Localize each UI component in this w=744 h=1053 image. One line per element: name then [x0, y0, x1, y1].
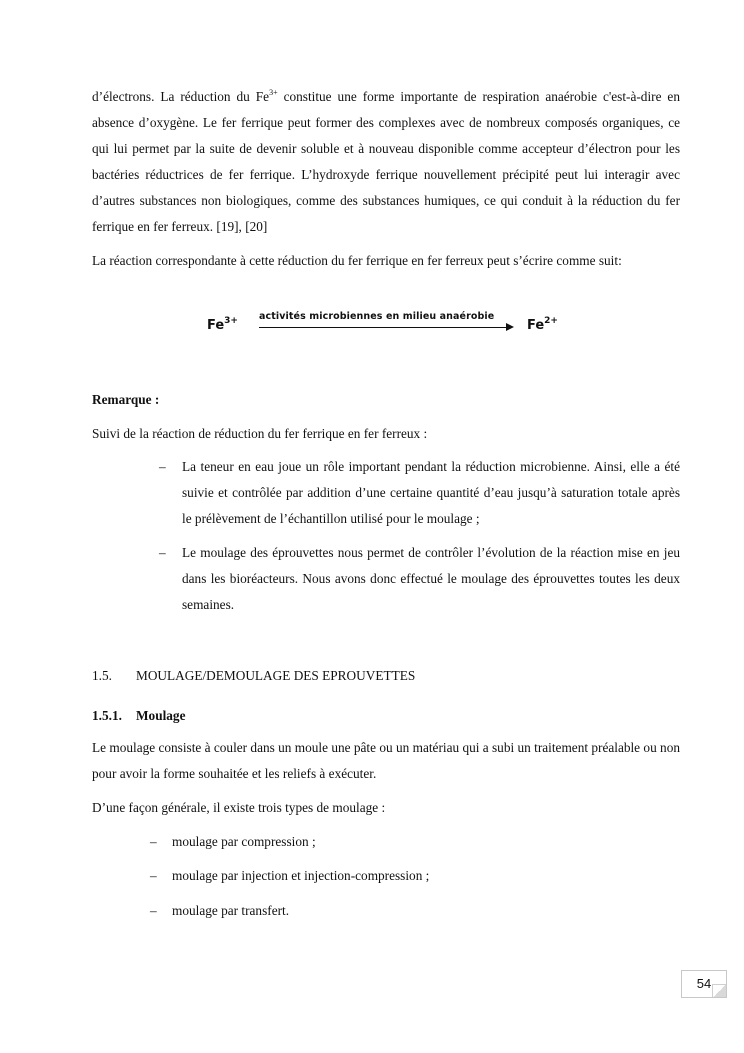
reactant-charge: 3+: [224, 316, 238, 326]
product-symbol: Fe: [527, 318, 545, 333]
equation-arrow-label: activités microbiennes en milieu anaérobie: [259, 311, 495, 322]
superscript: 3+: [269, 88, 278, 97]
subsection-title: Moulage: [136, 708, 186, 723]
paragraph-moulage-types-intro: D’une façon générale, il existe trois types de moulage :: [92, 800, 386, 815]
section-heading: [92, 663, 416, 689]
section-number: 1.5.: [92, 668, 112, 683]
moulage-type-item: moulage par transfert.: [172, 903, 290, 918]
bullet-dash: –: [159, 459, 166, 474]
subsection-heading: [92, 703, 186, 729]
equation-reactant: [207, 318, 238, 333]
moulage-type-item: moulage par injection et injection-compression ;: [172, 868, 430, 883]
equation-product: [527, 318, 558, 333]
paragraph-moulage-definition: Le moulage consiste à couler dans un moule une pâte ou un matériau qui a subi un traitement préalable ou non pour avoir la forme souhaitée et les reliefs à exécuter.: [92, 740, 680, 781]
paragraph-text: constitue une forme importante de respiration anaérobie c'est-à-dire en absence d’oxygène. Le fer ferrique peut former des complexes avec de nombreux composés organiques, ce qui lui permet par la suite de devenir soluble et à nouveau disponible comme accepteur d’électron pour les bactéries réductrices de fer ferrique. L’hydroxyde ferrique nouvellement précipité peut lui interagir avec d’autres substances non biologiques, comme des substances humiques, ce qui conduit à la réduction du fer ferrique en fer ferreux. [19], [20]: [92, 89, 680, 234]
bullet-dash: –: [150, 834, 157, 849]
remarque-title: Remarque :: [92, 392, 160, 407]
page-number: 54: [681, 970, 727, 998]
reactant-symbol: Fe: [207, 318, 225, 333]
remarque-item-2: Le moulage des éprouvettes nous permet de contrôler l’évolution de la réaction mise en jeu dans les bioréacteurs. Nous avons donc effectué le moulage des éprouvettes toutes les deux semaines.: [182, 545, 680, 612]
equation-arrow-line: [259, 327, 509, 328]
bullet-dash: –: [150, 903, 157, 918]
equation-arrowhead: [506, 323, 514, 331]
paragraph-text: d’électrons. La réduction du Fe: [92, 89, 270, 104]
section-title: MOULAGE/DEMOULAGE DES EPROUVETTES: [136, 668, 416, 683]
bullet-dash: –: [150, 868, 157, 883]
remarque-item-1: La teneur en eau joue un rôle important pendant la réduction microbienne. Ainsi, elle a été suivie et contrôlée par addition d’une certaine quantité d’eau jusqu’à saturation totale après le prélèvement de l’échantillon utilisé pour le moulage ;: [182, 459, 680, 526]
remarque-intro: Suivi de la réaction de réduction du fer ferrique en fer ferreux :: [92, 426, 428, 441]
paragraph-reaction-intro: La réaction correspondante à cette réduction du fer ferrique en fer ferreux peut s’écrire comme suit:: [92, 253, 622, 268]
page-curl-decoration: [712, 984, 726, 997]
moulage-type-item: moulage par compression ;: [172, 834, 316, 849]
product-charge: 2+: [544, 316, 558, 326]
bullet-dash: –: [159, 545, 166, 560]
paragraph-iron-reduction: [92, 84, 680, 240]
subsection-number: 1.5.1.: [92, 708, 122, 723]
